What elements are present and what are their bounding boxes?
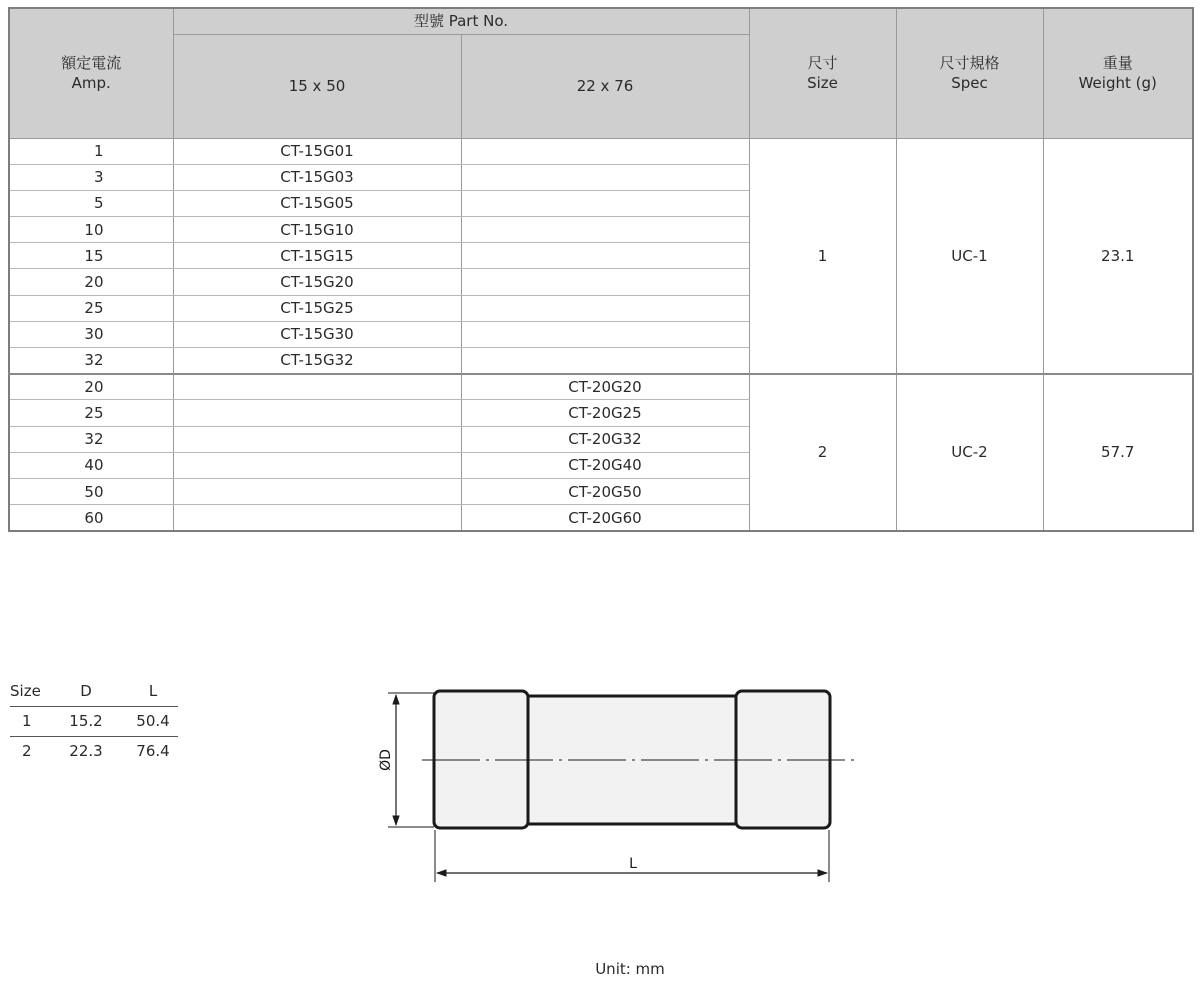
size-header-en: Size	[807, 74, 838, 93]
amp-cell: 10	[9, 217, 173, 243]
amp-cell: 1	[9, 138, 173, 164]
amp-cell: 3	[9, 164, 173, 190]
part-22x76-cell	[461, 269, 749, 295]
dim-l-cell: 76.4	[136, 742, 170, 761]
part-15x50-cell	[173, 426, 461, 452]
part-22x76-cell	[461, 164, 749, 190]
part-22x76-cell	[461, 295, 749, 321]
amp-cell: 25	[9, 400, 173, 426]
amp-cell: 40	[9, 452, 173, 478]
unit-note: Unit: mm	[595, 960, 665, 978]
part-22x76-cell	[461, 217, 749, 243]
table-row	[9, 374, 1193, 400]
amp-cell: 60	[9, 505, 173, 531]
part-15x50-cell: CT-15G05	[173, 190, 461, 216]
dim-header-l: L	[128, 676, 178, 706]
size-cell: 1	[749, 138, 896, 374]
part-22x76-cell: CT-20G20	[461, 374, 749, 400]
part-22x76-cell: CT-20G60	[461, 505, 749, 531]
amp-cell: 25	[9, 295, 173, 321]
weight-header-en: Weight (g)	[1078, 74, 1157, 93]
amp-cell: 20	[9, 269, 173, 295]
amp-cell: 5	[9, 190, 173, 216]
weight-header	[1043, 8, 1193, 138]
table-row	[10, 736, 178, 766]
part-15x50-cell: CT-15G25	[173, 295, 461, 321]
part-22x76-cell	[461, 321, 749, 347]
size-header	[749, 8, 896, 138]
weight-cell: 23.1	[1043, 138, 1193, 374]
part-15x50-cell	[173, 478, 461, 504]
amp-cell: 32	[9, 426, 173, 452]
diameter-label: ØD	[378, 749, 394, 771]
spec-header-en: Spec	[951, 74, 988, 93]
dim-size-cell: 2	[22, 742, 32, 761]
dim-header-size: Size	[10, 676, 44, 706]
part-15x50-cell: CT-15G20	[173, 269, 461, 295]
part-15x50-cell: CT-15G32	[173, 348, 461, 374]
amp-cell: 32	[9, 348, 173, 374]
part-15x50-cell	[173, 374, 461, 400]
amp-cell: 50	[9, 478, 173, 504]
amp-cell: 20	[9, 374, 173, 400]
amp-header-en: Amp.	[71, 74, 111, 93]
col-15x50-header: 15 x 50	[173, 34, 461, 138]
fuse-drawing	[360, 670, 880, 890]
part-22x76-cell	[461, 348, 749, 374]
part-22x76-cell: CT-20G40	[461, 452, 749, 478]
dim-size-cell: 1	[10, 706, 44, 736]
dim-d-cell: 15.2	[44, 706, 128, 736]
spec-cell: UC-2	[896, 374, 1043, 531]
spec-header	[896, 8, 1043, 138]
part-22x76-cell: CT-20G25	[461, 400, 749, 426]
part-15x50-cell	[173, 505, 461, 531]
dim-header-d: D	[44, 676, 128, 706]
col-22x76-header: 22 x 76	[461, 34, 749, 138]
table-row	[9, 138, 1193, 164]
weight-cell: 57.7	[1043, 374, 1193, 531]
spec-cell: UC-1	[896, 138, 1043, 374]
part-no-header: 型號 Part No.	[173, 8, 749, 34]
dim-l-cell: 50.4	[128, 706, 178, 736]
length-label: L	[629, 856, 637, 872]
amp-header-zh: 額定電流	[61, 54, 122, 73]
amp-header	[9, 8, 173, 138]
part-22x76-cell: CT-20G50	[461, 478, 749, 504]
part-15x50-cell	[173, 452, 461, 478]
fuse-spec-table	[8, 7, 1194, 532]
table-row	[10, 706, 178, 736]
part-22x76-cell: CT-20G32	[461, 426, 749, 452]
weight-header-zh: 重量	[1102, 54, 1133, 73]
dimension-table	[10, 676, 178, 766]
amp-cell: 15	[9, 243, 173, 269]
part-22x76-cell	[461, 243, 749, 269]
spec-header-zh: 尺寸規格	[939, 54, 1000, 73]
amp-cell: 30	[9, 321, 173, 347]
size-header-zh: 尺寸	[807, 54, 838, 73]
part-15x50-cell: CT-15G03	[173, 164, 461, 190]
part-15x50-cell	[173, 400, 461, 426]
size-cell: 2	[749, 374, 896, 531]
dim-d-cell: 22.3	[69, 742, 103, 761]
part-15x50-cell: CT-15G30	[173, 321, 461, 347]
part-22x76-cell	[461, 190, 749, 216]
part-15x50-cell: CT-15G15	[173, 243, 461, 269]
part-22x76-cell	[461, 138, 749, 164]
part-15x50-cell: CT-15G10	[173, 217, 461, 243]
part-15x50-cell: CT-15G01	[173, 138, 461, 164]
